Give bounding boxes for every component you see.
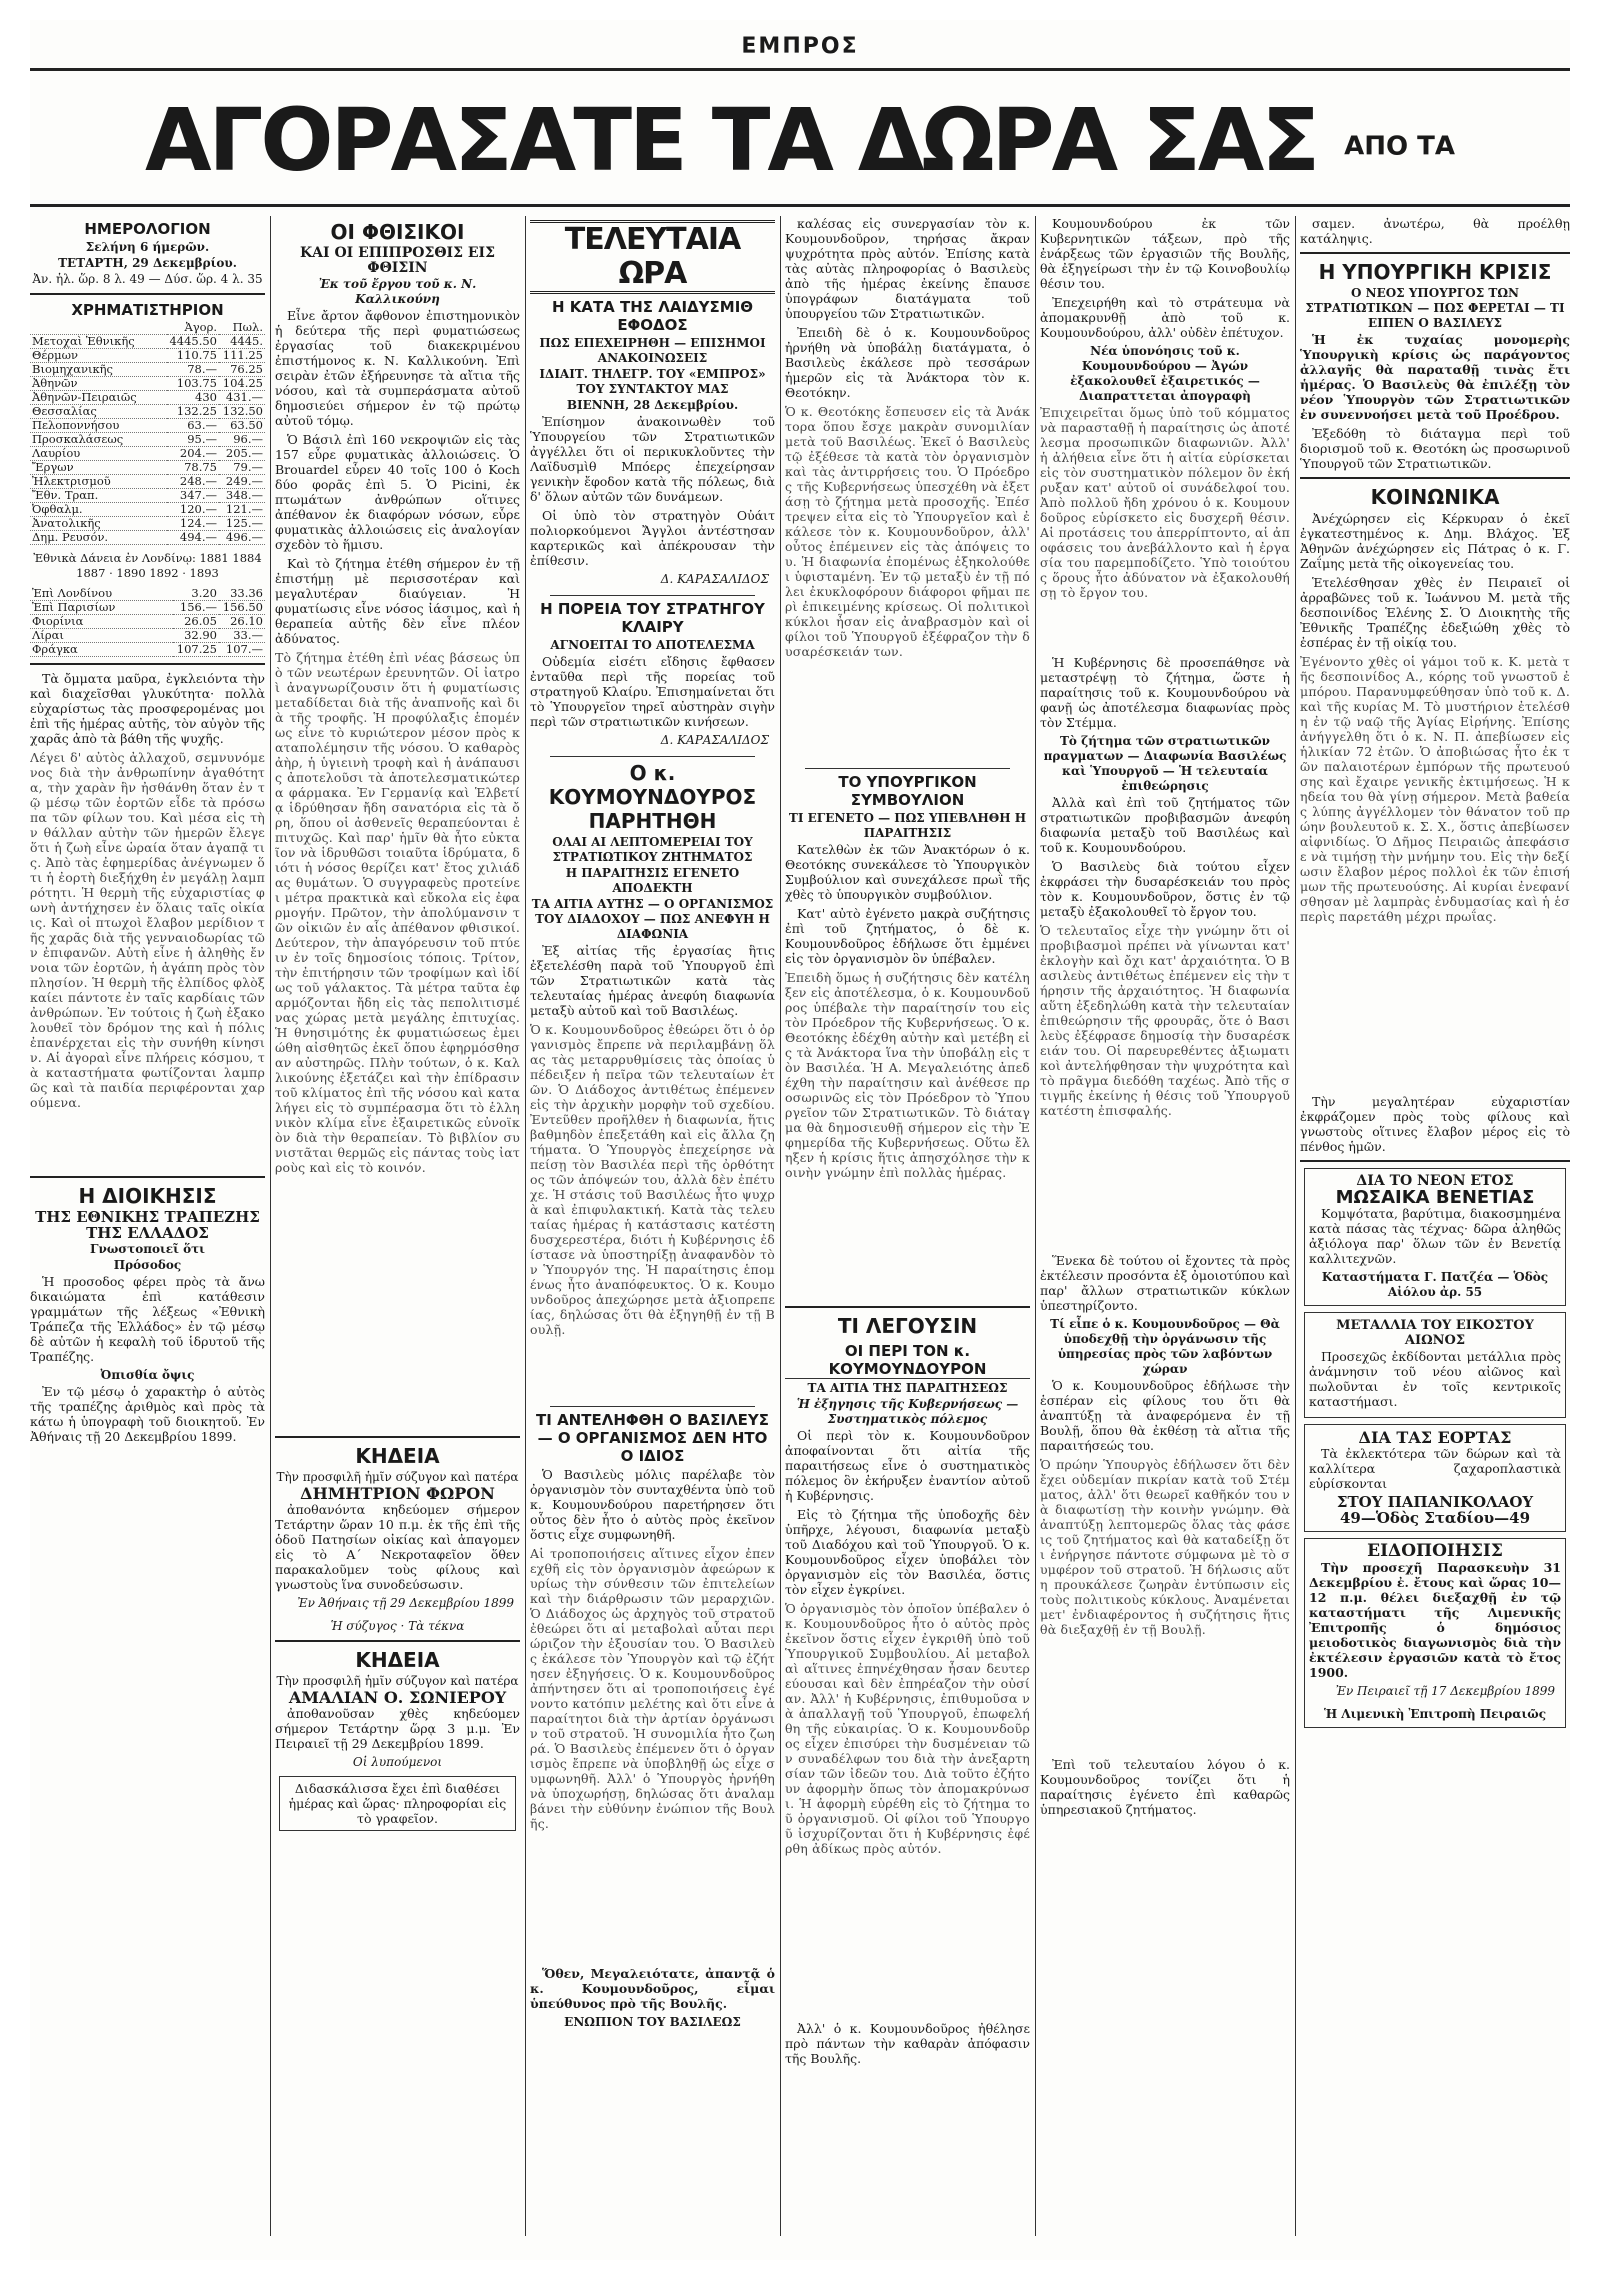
article-filler: Ἐγένοντο χθὲς οἱ γάμοι τοῦ κ. Κ. μετὰ τῆς δεσποινίδος Α., κόρης τοῦ γνωστοῦ ἐμπόρου. Παρανυμφεύθησαν ὑπὸ τοῦ κ. Δ. καὶ τῆς κυρίας Μ. Τὸ μυστήριον ἐτελέσθη ἐν τῷ ναῷ τῆς Ἁγίας Εἰρήνης. Ἐπίσης ἀνήγγελθη ὅτι ὁ κ. Ν. Π. ἀπεβίωσεν εἰς ἡλικίαν 72 ἐτῶν. Ὁ ἀποβιώσας ἦτο ἐκ τῶν παλαιοτέρων ἐμπόρων τῆς πρωτευούσης καὶ ἔχαιρε γενικῆς ἐκτιμήσεως. Ἡ κηδεία του θὰ γίνῃ σήμερον. Μετὰ βαθείας λύπης ἀγγέλλομεν τὸν θάνατον τοῦ πρώην βουλευτοῦ κ. Σ. Χ., ὅστις ἀπεβίωσεν αἰφνιδίως. Ὁ Δῆμος Πειραιῶς ἀπεφάσισε νὰ τιμήσῃ τὴν μνήμην του. Εἰς τὴν δεξίωσιν ἔλαβον μέρος πολλοὶ ἐκ τῶν ἐπισήμων τῆς πρωτευούσης. Αἱ κυρίαι ἐνεφανίσθησαν μὲ λαμπρὰς ἐνδυμασίας καὶ ἡ ἑσπερὶς παρετάθη μέχρι πρωΐας. (1300, 654, 1570, 924)
article-text: Ἐξ αἰτίας τῆς ἐργασίας ἣτις ἐξετελέσθη παρὰ τοῦ Ὑπουργοῦ ἐπὶ τῶν Στρατιωτικῶν κατὰ τὰς τελευταίας ἡμέρας ἀνεφύη διαφωνία μεταξὺ αὐτοῦ καὶ τοῦ Βασιλέως. (530, 943, 775, 1018)
divider (1300, 252, 1570, 254)
divider (550, 595, 755, 596)
divider (275, 1640, 520, 1642)
market-name: Πελοποννήσου (30, 419, 167, 433)
article-filler: Αἱ τροποποιήσεις αἵτινες εἶχον ἐπενεχθῆ εἰς τὸν ὀργανισμὸν ἀφεώρων κυρίως τὴν σύνθεσιν τῶν ἐπιτελείων καὶ τὴν διάρθρωσιν τῶν μεραρχιῶν. Ὁ Διάδοχος ὡς ἀρχηγὸς τοῦ στρατοῦ ἐθεώρει ὅτι αἱ μεταβολαὶ αὗται περιώριζον τὴν ἐξουσίαν του. Ὁ Βασιλεὺς ἐκάλεσε τὸν Ὑπουργὸν καὶ τῷ ἐζήτησεν ἐξηγήσεις. Ὁ κ. Κουμουνδοῦρος ἀπήντησεν ὅτι αἱ τροποποιήσεις ἐγένοντο κατόπιν μελέτης καὶ ὅτι εἶνε ἀπαραίτητοι διὰ τὴν ἀρτίαν ὀργάνωσιν τοῦ στρατοῦ. Ἡ συνομιλία ἦτο ζωηρά. Ὁ Βασιλεὺς ἐπέμενεν ὅτι ὁ ὀργανισμὸς ἔπρεπε νὰ ὑποβληθῇ ὡς εἶχε συμφωνηθῆ. Ἀλλ' ὁ Ὑπουργὸς ἠρνήθη νὰ ὑποχωρήσῃ, δηλώσας ὅτι ἀναλαμβάνει τὴν εὐθύνην ἐνώπιον τῆς Βουλῆς. (530, 1546, 775, 1831)
divider (30, 293, 265, 295)
column-separator (525, 216, 526, 2236)
column-3 (530, 216, 775, 2236)
market-row (30, 447, 265, 461)
market-name: Ἀθηνῶν (30, 377, 167, 391)
article-subheading: Νέα ὑπονόησις τοῦ κ. Κουμουνδούρου — Ἀγών ἐξακολουθεῖ ἐξαιρετικός — Διαπραττεται ἀπογραφὴ (1070, 344, 1260, 403)
column-separator (270, 216, 271, 2236)
column-1 (30, 216, 265, 2236)
article-text: Ὁ Βάσιλ ἐπὶ 160 νεκροψιῶν εἰς τὰς 157 εὗρε φυματικὰς ἀλλοιώσεις. Ὁ Brouardel εὗρεν 40 τοῖς 100 ὁ Koch δύο φορᾶς ἐπὶ 5. Ὁ Picini, ἐκ πτωμάτων ἀνθρώπων οἵτινες ἀπέθανον ἐκ διαφόρων νόσων, εὗρε φυματικὰς ἀλλοιώσεις εἰς ἀναλογίαν σχεδὸν τὸ ἥμισυ. (275, 432, 520, 552)
market-row (30, 601, 265, 615)
article-filler: Ὁ πρώην Ὑπουργὸς ἐδήλωσεν ὅτι δὲν ἔχει οὐδεμίαν πικρίαν κατὰ τοῦ Στέμματος, ἀλλ' ὅτι θεωρεῖ καθῆκόν του νὰ διαφωτίσῃ τὴν κοινὴν γνώμην. Θὰ ἀναπτύξῃ λεπτομερῶς ὅλας τὰς φάσεις τοῦ ζητήματος καὶ θὰ καταδείξῃ ὅτι ἐνήργησε πάντοτε σύμφωνα μὲ τὸ συμφέρον τοῦ στρατοῦ. Ἡ δήλωσις αὕτη προυκάλεσε ζωηρὰν ἐντύπωσιν εἰς τοὺς πολιτικοὺς κύκλους. Ἀναμένεται μετ' ἐνδιαφέροντος ἡ συζήτησις ἥτις θὰ διεξαχθῇ ἐν τῇ Βουλῇ. (1040, 1457, 1290, 1637)
article-text: Ὁ κ. Κουμουνδοῦρος ἐδήλωσε τὴν ἑσπέραν εἰς φίλους του ὅτι θὰ ἀναπτύξῃ τὰ ἀναφερόμενα ἐν τῇ Βουλῇ, ὅπου θὰ ἐκθέσῃ τὰ αἴτια τῆς παραιτήσεώς του. (1040, 1378, 1290, 1453)
market-buy: 32.90 (173, 629, 219, 643)
market-row (30, 433, 265, 447)
divider (785, 1306, 1030, 1308)
market-col-buy: Ἀγορ. (167, 321, 219, 335)
column-5 (1040, 216, 1290, 2236)
article-heading: ΤΙ ΛΕΓΟΥΣΙΝ (837, 1314, 978, 1338)
article-text: Ἡ Κυβέρνησις δὲ προσεπάθησε νὰ μεταστρέψῃ τὸ ζήτημα, ὥστε ἡ παραίτησις τοῦ κ. Κουμουνδούρου νὰ φανῇ ὡς ἀποτέλεσμα διαφωνίας πρὸς τὸν Στέμμα. (1040, 655, 1290, 730)
market-row (30, 615, 265, 629)
article-text: Τὴν μεγαλητέραν εὐχαριστίαν ἐκφράζομεν πρὸς τοὺς φίλους καὶ γνωστοὺς οἵτινες ἔλαβον μέρος εἰς τὸ πένθος ἡμῶν. (1300, 1094, 1570, 1154)
bank-notice-sub: Πρόσοδος (113, 1258, 182, 1272)
article-text: Καὶ τὸ ζήτημα ἐτέθη σήμερον ἐν τῇ ἐπιστήμῃ μὲ περισσοτέραν καὶ μεγαλυτέραν διαύγειαν. Ἡ φυματίωσις εἶνε νόσος ἰάσιμος, καὶ ἡ θεραπεία αὐτῆς δὲν εἶνε πλέον ἀδύνατος. (275, 556, 520, 646)
article-text: Ὁ Βασιλεὺς διὰ τούτου εἶχεν ἐκφράσει τὴν δυσαρέσκειάν του πρὸς τὸν κ. Κουμουνδοῦρον, ὅστις ἐν τῷ μεταξὺ ἐξακολουθεῖ τὸ ἔργον του. (1040, 859, 1290, 919)
article-subheading: Τί εἶπε ὁ κ. Κουμουνδοῦρος — Θὰ ὑποδεχθῇ τὴν ὀργάνωσιν τῆς ὑπηρεσίας πρὸς τῶν λαβόντων χώραν (1050, 1317, 1280, 1376)
column-separator (780, 216, 781, 2236)
market-name: Λαυρίου (30, 447, 167, 461)
article-filler: Λέγει δ' αὐτὸς ἀλλαχοῦ, σεμνυνόμενος διὰ τὴν ἀνθρωπίνην ἀγαθότητα, τὴν χαρὰν ἣν ἠσθάνθη ὅταν ἐν τῷ μέσῳ τῶν ἐορτῶν εἶδε τὰ πρόσωπα τῶν φίλων του. Καὶ μέσα εἰς τὴν θάλλαν αὐτὴν τῶν ἡμερῶν ἔλεγε ὅτι ἡ ζωὴ εἶνε ὡραία ὅταν ἀγαπᾷ τις. Ἀπὸ τὰς ἐφημερίδας ἀνέγνωμεν ὅτι ἡ ἐορτὴ διεξήχθη ἐν μεγάλῃ λαμπρότητι. Ἡ θερμὴ τῆς εὐχαριστίας φωνὴ ἀντήχησεν ἐν ὅλαις ταῖς οἰκίαις. Καὶ οἱ πτωχοὶ ἔλαβον μερίδιον τῆς χαρᾶς διὰ τῆς γενναιοδωρίας τῶν ἐπιφανῶν. Αὐτὴ εἶνε ἡ ἀληθὴς ἔννοια τῶν ἐορτῶν, ἡ ἀγάπη πρὸς τὸν πλησίον. Ἡ θερμὴ τῆς ἐλπίδος φλὸξ καίει πάντοτε ἐν ταῖς καρδίαις τῶν ἀνθρώπων. Ἐν τούτοις ἡ ζωὴ ἐξακολουθεῖ τὸν δρόμον της καὶ ἡ πόλις ἐπανέρχεται εἰς τὴν συνήθη κίνησιν. Αἱ ἀγοραὶ εἶνε πλήρεις κόσμου, τὰ καταστήματα φωτίζονται λαμπρῶς καὶ τὰ παιδία περιφέρονται χαρούμενα. (30, 750, 265, 1110)
market-name: Ἔθν. Τραπ. (30, 489, 167, 503)
market-sell: 205.— (219, 447, 265, 461)
article-subheading: Τὸ ζήτημα τῶν στρατιωτικῶν πραγματων — Διαφωνία Βασιλέως καὶ Ὑπουργοῦ — Ἡ τελευταία ἐπιθεώρησις (1043, 734, 1287, 793)
column-4 (785, 216, 1030, 2236)
market-name: Ὀφθαλμ. (30, 503, 167, 517)
column-separator (1035, 216, 1036, 2236)
market-row (30, 489, 265, 503)
advertisement (1304, 1168, 1566, 1306)
ad-heading: ΜΩΣΑΙΚΑ ΒΕΝΕΤΙΑΣ (1335, 1187, 1535, 1208)
market-buy: 120.— (167, 503, 219, 517)
advertisement (1304, 1312, 1566, 1418)
ad-heading: ΔΙΑ ΤΑΣ ΕΟΡΤΑΣ (1358, 1428, 1512, 1447)
banner-connector-text: ΑΠΟ ΤΑ (1344, 131, 1455, 162)
market-name: Προσκαλάσεως (30, 433, 167, 447)
bank-notice-sub: ΤΗΣ ΕΛΛΑΔΟΣ (86, 1224, 209, 1242)
bank-notice-sub: Γνωστοποιεῖ ὅτι (90, 1242, 205, 1256)
article-text: Ἀνέχώρησεν εἰς Κέρκυραν ὁ ἐκεῖ ἐγκατεστημένος κ. Δημ. Βλάχος. Ἐξ Ἀθηνῶν ἀνέχώρησεν εἰς Πάτρας ὁ κ. Γ. Ζαΐμης μετὰ τῆς οἰκογενείας του. (1300, 511, 1570, 571)
article-filler: Ὁ κ. Κουμουνδοῦρος ἐθεώρει ὅτι ὁ ὀργανισμὸς ἔπρεπε νὰ περιλαμβάνῃ ὅλας τὰς μεταρρυθμίσεις τὰς ὁποίας ὑπέδειξεν ἡ πεῖρα τῶν τελευταίων ἐτῶν. Ὁ Διάδοχος ἀντιθέτως ἐπέμενεν εἰς τὴν ἀρχικὴν μορφὴν τοῦ σχεδίου. Ἐντεῦθεν προῆλθεν ἡ διαφωνία, ἥτις βαθμηδὸν ἐπεξετάθη καὶ εἰς ἄλλα ζητήματα. Ὁ Ὑπουργὸς ἐπεχείρησε νὰ πείσῃ τὸν Βασιλέα περὶ τῆς ὀρθότητος τῶν ἀπόψεών του, ἀλλὰ δὲν ἐπέτυχε. Ἡ στάσις τοῦ Βασιλέως ἦτο ψυχρὰ καὶ ἐπιφυλακτική. Κατὰ τὰς τελευταίας ἡμέρας ἡ κατάστασις κατέστη δυσχερεστέρα, διότι ἡ Κυβέρνησις ἐδίστασε νὰ ὑποστηρίξῃ ἀναφανδὸν τὸν Ὑπουργόν της. Ἡ παραίτησις ἑπομένως ἦτο ἀναπόφευκτος. Ὁ κ. Κουμουνδοῦρος ἀπεχώρησε μετὰ ἀξιοπρεπείας, δηλώσας ὅτι θὰ ἐξηγηθῇ ἐν τῇ Βουλῇ. (530, 1022, 775, 1337)
article-text: Ἡ ἐκ τυχαίας μονομερὴς Ὑπουργικὴ κρίσις ὡς παράγοντος ἀλλαγῆς θὰ παραταθῇ τινὰς ἔτι ἡμέρας. Ὁ Βασιλεὺς θὰ ἐπιλέξῃ τὸν νέον Ὑπουργὸν τῶν Στρατιωτικῶν ἐν συνεννοήσει μετὰ τοῦ Προέδρου. (1300, 332, 1570, 422)
ad-text: Τὴν προσεχῆ Παρασκευὴν 31 Δεκεμβρίου ἐ. ἔτους καὶ ὥρας 10—12 π.μ. θέλει διεξαχθῇ ἐν τῷ καταστήματι τῆς Λιμενικῆς Ἐπιτροπῆς ὁ δημόσιος μειοδοτικὸς διαγωνισμὸς διὰ τὴν ἐκτέλεσιν ἐργασιῶν κατὰ τὸ ἔτος 1900. (1309, 1560, 1561, 1680)
article-text: Οἱ ὑπὸ τὸν στρατηγὸν Οὐάιτ πολιορκούμενοι Ἄγγλοι ἀντέστησαν καρτερικῶς καὶ ἀπέκρουσαν τὴν ἐπίθεσιν. (530, 508, 775, 568)
ad-text: Κομψότατα, βαρύτιμα, διακοσμημένα κατὰ πάσας τὰς τέχνας· δῶρα ἀληθῶς ἀξιόλογα παρ' ὅλων τῶν ἐν Βενετίᾳ καλλιτεχνῶν. (1309, 1206, 1561, 1266)
market-buy: 110.75 (167, 349, 219, 363)
market-sell: 125.— (219, 517, 265, 531)
divider (805, 768, 1010, 769)
market-name: Μετοχαὶ Ἐθνικῆς (30, 335, 167, 349)
article-text: Ὁ Βασιλεὺς μόλις παρέλαβε τὸν ὀργανισμὸν τὸν συνταχθέντα ὑπὸ τοῦ κ. Κουμουνδούρου παρετήρησεν ὅτι οὗτος δὲν ἦτο ὁ αὐτὸς πρὸς ἐκεῖνον ὅστις εἶχε συμφωνηθῆ. (530, 1467, 775, 1542)
market-sell: 76.25 (219, 363, 265, 377)
market-sell: 96.— (219, 433, 265, 447)
article-heading: ΟΙ ΦΘΙΣΙΚΟΙ (330, 220, 465, 244)
market-sell: 4445. (219, 335, 265, 349)
article-subheading: Η ΠΑΡΑΙΤΗΣΙΣ ΕΓΕΝΕΤΟ ΑΠΟΔΕΚΤΗ (565, 866, 740, 895)
funeral-heading: ΚΗΔΕΙΑ (355, 1444, 440, 1468)
article-subheading: ΙΔΙΑΙΤ. ΤΗΛΕΓΡ. ΤΟΥ «ΕΜΠΡΟΣ» ΤΟΥ ΣΥΝΤΑΚΤΟΥ ΜΑΣ (539, 367, 766, 396)
market-buy: 248.— (167, 475, 219, 489)
market-name: Φιορίνια (30, 615, 173, 629)
divider (30, 1176, 265, 1178)
banner-left-text: ΑΓΟΡΑΣΑΤΕ ΤΑ ΔΩΡΑ ΣΑΣ (145, 91, 1318, 191)
advertisement-banner (30, 86, 1570, 196)
market-sell: 63.50 (219, 419, 265, 433)
article-text: Ἑτελέσθησαν χθὲς ἐν Πειραιεῖ οἱ ἀρραβῶνες τοῦ κ. Ἰωάννου Μ. μετὰ τῆς δεσποινίδος Ἑλένης Σ. Ὁ Διοικητὴς τῆς Ἐθνικῆς Τραπέζης ἐδεξιώθη χθὲς τὸ ἐσπέρας ἐν τῇ οἰκίᾳ του. (1300, 575, 1570, 650)
market-sell: 107.— (219, 643, 265, 657)
article-text: Ἀλλὰ καὶ ἐπὶ τοῦ ζητήματος τῶν στρατιωτικῶν προβιβασμῶν ἀνεφύη διαφωνία μεταξὺ τοῦ Βασιλέως καὶ τοῦ κ. Κουμουνδούρου. (1040, 795, 1290, 855)
ad-address: 49—Ὁδὸς Σταδίου—49 (1339, 1509, 1531, 1527)
market-name: Ἐπὶ Λονδίνου (30, 587, 173, 601)
market-buy: 78.— (167, 363, 219, 377)
article-signature: Δ. ΚΑΡΑΣΑΛΙΔΟΣ (660, 572, 769, 586)
article-subheading: ΤΑ ΑΙΤΙΑ ΑΥΤΗΣ — Ο ΟΡΓΑΝΙΣΜΟΣ ΤΟΥ ΔΙΑΔΟΧΟΥ — ΠΩΣ ΑΝΕΦΥΗ Η ΔΙΑΦΩΝΙΑ (531, 897, 774, 941)
article-text: Κουμουνδούρου ἐκ τῶν Κυβερνητικῶν τάξεων, πρὸ τῆς ἐνάρξεως τῶν ἐργασιῶν τῆς Βουλῆς, θὰ ἐξηγείρωσι τὴν ἐν τῷ Κοινοβουλίῳ θέσιν του. (1040, 216, 1290, 291)
funeral-intro: Τὴν προσφιλῆ ἡμῖν σύζυγον καὶ πατέρα (276, 1470, 519, 1484)
market-buy: 132.25 (167, 405, 219, 419)
market-header-row (30, 321, 265, 335)
article-filler: Ἐπιχειρεῖται ὅμως ὑπὸ τοῦ κόμματος νὰ παρασταθῇ ἡ παραίτησις ὡς ἀποτέλεσμα προσωπικῶν διαφωνιῶν. Ἀλλ' ἡ ἀλήθεια εἶνε ὅτι ἡ αἰτία εὑρίσκεται εἰς τὸν συστηματικὸν πόλεμον ὃν ἐκήρυξαν κατ' αὐτοῦ οἱ συνάδελφοί του. Ἀπὸ πολλοῦ ἤδη χρόνου ὁ κ. Κουμουνδοῦρος εὑρίσκετο εἰς δυσχερῆ θέσιν. Αἱ προτάσεις του ἀπερρίπτοντο, αἱ ἀποφάσεις του ἀνεβάλλοντο καὶ ἡ ἐργασία του παρεμποδίζετο. Ὑπὸ τοιούτους ὅρους ἦτο ἀδύνατον νὰ ἐξακολουθήσῃ τὸ ἔργον του. (1040, 405, 1290, 600)
article-text: Ἐξεδόθη τὸ διάταγμα περὶ τοῦ διορισμοῦ τοῦ κ. Θεοτόκη ὡς προσωρινοῦ Ὑπουργοῦ τῶν Στρατιωτικῶν. (1300, 426, 1570, 471)
article-heading: Η ΥΠΟΥΡΓΙΚΗ ΚΡΙΣΙΣ (1318, 260, 1552, 284)
masthead-title: ΕΜΠΡΟΣ (741, 34, 859, 59)
column-2 (275, 216, 520, 2236)
market-sell: 26.10 (219, 615, 265, 629)
article-heading: Η ΠΟΡΕΙΑ ΤΟΥ ΣΤΡΑΤΗΓΟΥ ΚΛΑΙΡΥ (540, 600, 765, 636)
school-advertisement: Διδασκάλισσα ἔχει ἐπὶ διαθέσει ἡμέρας καὶ ὥρας· πληροφορίαι εἰς τὸ γραφεῖον. (279, 1776, 516, 1831)
advertisement (1304, 1538, 1566, 1728)
article-text: σαμεν. ἀνωτέρω, θὰ προέλθῃ κατάληψις. (1300, 216, 1570, 246)
market-sell: 79.— (219, 461, 265, 475)
divider (550, 1406, 755, 1407)
market-row (30, 587, 265, 601)
market-table (30, 321, 265, 545)
article-filler: Τὸ ζήτημα ἐτέθη ἐπὶ νέας βάσεως ὑπὸ τῶν νεωτέρων ἐρευνητῶν. Οἱ ἰατροὶ ἀναγνωρίζουσιν ὅτι ἡ φυματίωσις μεταδίδεται διὰ τῆς ἀναπνοῆς καὶ διὰ τῆς τροφῆς. Ἡ προφύλαξις ἑπομένως εἶνε τὸ κυριώτερον μέσον πρὸς καταπολέμησιν τῆς νόσου. Ὁ καθαρὸς ἀὴρ, ἡ ὑγιεινὴ τροφὴ καὶ ἡ ἀνάπαυσις ἀποτελοῦσι τὰ ἀποτελεσματικώτερα φάρμακα. Ἐν Γερμανίᾳ καὶ Ἑλβετίᾳ ἱδρύθησαν ἤδη σανατόρια εἰς τὰ ὄρη, ὅπου οἱ ἀσθενεῖς θεραπεύονται ἐπιτυχῶς. Καὶ παρ' ἡμῖν θὰ ἦτο εὐκταῖον νὰ ἱδρυθῶσι τοιαῦτα ἱδρύματα, διότι ἡ νόσος θερίζει κατ' ἔτος χιλιάδας θυμάτων. Ὁ συγγραφεὺς προτείνει μέτρα πρακτικὰ καὶ εὔκολα εἰς ἐφαρμογήν. Πρῶτον, τὴν ἀπολύμανσιν τῶν οἰκιῶν ἐν αἷς ἀπέθανον φθισικοί. Δεύτερον, τὴν ἀπαγόρευσιν τοῦ πτύειν ἐν τοῖς δημοσίοις τόποις. Τρίτον, τὴν ἐπιτήρησιν τῶν τροφίμων καὶ ἰδίως τοῦ γάλακτος. Τὰ μέτρα ταῦτα ἐφαρμόζονται ἤδη εἰς τὰς πεπολιτισμένας χώρας μετὰ μεγάλης ἐπιτυχίας. Ἡ θνησιμότης ἐκ φυματιώσεως ἐμειώθη αἰσθητῶς ἐκεῖ ὅπου ἐφηρμόσθησαν αὐστηρῶς. Πλὴν τούτων, ὁ κ. Καλλικούνης ἐξετάζει καὶ τὴν ἐπίδρασιν τοῦ κλίματος ἐπὶ τῆς νόσου καὶ καταλήγει εἰς τὸ συμπέρασμα ὅτι τὸ ἑλληνικὸν κλίμα εἶνε ἐξαιρετικῶς εὐνοϊκὸν διὰ τὴν θεραπείαν. Τὸ βιβλίον συνιστᾶται θερμῶς εἰς πάντας τοὺς ἰατροὺς καὶ εἰς τὸ κοινόν. (275, 650, 520, 1175)
market-sell: 496.— (219, 531, 265, 545)
market-row (30, 377, 265, 391)
market-row (30, 391, 265, 405)
market-buy: 103.75 (167, 377, 219, 391)
market-row (30, 405, 265, 419)
market-sell: 33.— (219, 629, 265, 643)
article-text: Ἐπίσημον ἀνακοινωθὲν τοῦ Ὑπουργείου τῶν Στρατιωτικῶν ἀγγέλλει ὅτι οἱ περικυκλοῦντες τὴν Λαϊδυσμὶθ Μπόερς ἐπεχείρησαν γενικὴν ἔφοδον κατὰ τῆς πόλεως, διὰ δ' ὅλων αὐτῶν τῶν δυνάμεων. (530, 414, 775, 504)
ad-sign: Ἡ Λιμενικὴ Ἐπιτροπὴ Πειραιῶς (1323, 1707, 1547, 1721)
article-subheading: ΤΙ ΕΓΕΝΕΤΟ — ΠΩΣ ΥΠΕΒΛΗΘΗ Η ΠΑΡΑΙΤΗΣΙΣ (788, 811, 1027, 840)
divider (550, 756, 755, 757)
market-sell: 249.— (219, 475, 265, 489)
market-sell: 132.50 (219, 405, 265, 419)
article-text: Τὰ ὄμματα μαῦρα, ἐγκλειόντα τὴν καὶ διαχεῖσθαι γλυκύτητα· πολλὰ εὐχαρίστως τὰς προσφερομένας μοι ἐπὶ τῆς ἡμέρας αὐτῆς, τὸν αὐγὸν τῆς χαρᾶς ἀπὸ τὰ βάθη τῆς ψυχῆς. (30, 671, 265, 746)
market-row (30, 503, 265, 517)
ad-shop: ΣΤΟΥ ΠΑΠΑΝΙΚΟΛΑΟΥ (1336, 1493, 1534, 1511)
bank-notice-text: Ἐν τῷ μέσῳ ὁ χαρακτὴρ ὁ αὐτὸς τῆς τραπέζης ἀριθμὸς καὶ πρὸς τὰ κάτω ἡ ὑπογραφὴ τοῦ διοικητοῦ. Ἐν Ἀθήναις τῇ 20 Δεκεμβρίου 1899. (30, 1384, 265, 1444)
article-text: Οἱ περὶ τὸν κ. Κουμουνδοῦρον ἀποφαίνονται ὅτι αἰτία τῆς παραιτήσεως εἶνε ὁ συστηματικὸς πόλεμος ὃν ἐκήρυξεν ἐναντίον αὐτοῦ ἡ Κυβέρνησις. (785, 1428, 1030, 1503)
article-heading: ΟΙ ΠΕΡΙ ΤΟΝ κ. ΚΟΥΜΟΥΝΔΟΥΡΟΝ (785, 1342, 1030, 1379)
article-subheading: ΚΑΙ ΟΙ ΕΠΙΠΡΟΣΘΙΣ ΕΙΣ ΦΘΙΣΙΝ (300, 245, 495, 276)
market-sell: 121.— (219, 503, 265, 517)
market-col-sell: Πωλ. (219, 321, 265, 335)
article-text: Ἐπειδὴ δὲ ὁ κ. Κουμουνδοῦρος ἠρνήθη νὰ ὑποβάλῃ διατάγματα, ὁ Βασιλεὺς ἐκάλεσε πρὸ τεσσάρων ἡμερῶν εἰς τὰ Ἀνάκτορα τὸν κ. Θεοτόκην. (785, 325, 1030, 400)
article-text: καλέσας εἰς συνεργασίαν τὸν κ. Κουμουνδοῦρον, τηρήσας ἄκραν ψυχρότητα πρὸς αὐτόν. Ἐπίσης κατὰ τὰς αὐτὰς πληροφορίας ὁ Βασιλεὺς ἀπὸ τῆς ἡμέρας ἐκείνης ἔπαυσε ὑπογράφων διατάγματα τοῦ ὑπουργείου τῶν Στρατιωτικῶν. (785, 216, 1030, 321)
advertisement (1304, 1424, 1566, 1532)
article-subheading: Ο ΝΕΟΣ ΥΠΟΥΡΓΟΣ ΤΩΝ ΣΤΡΑΤΙΩΤΙΚΩΝ — ΠΩΣ ΦΕΡΕΤΑΙ — ΤΙ ΕΙΠΕΝ Ο ΒΑΣΙΛΕΥΣ (1305, 286, 1565, 330)
market-buy: 204.— (167, 447, 219, 461)
article-heading: Η ΚΑΤΑ ΤΗΣ ΛΑΙΔΥΣΜΙΘ ΕΦΟΔΟΣ (551, 298, 754, 334)
ad-text: Προσεχῶς ἐκδίδονται μετάλλια πρὸς ἀνάμνησιν τοῦ νέου αἰῶνος καὶ πωλοῦνται ἐν τοῖς κεντρικοῖς καταστήμασι. (1309, 1349, 1561, 1409)
market-buy: 124.— (167, 517, 219, 531)
funeral-date: Ἐν Ἀθήναις τῇ 29 Δεκεμβρίου 1899 (297, 1596, 514, 1610)
market-buy: 107.25 (173, 643, 219, 657)
market-row (30, 517, 265, 531)
ad-heading: ΔΙΑ ΤΟ ΝΕΟΝ ΕΤΟΣ (1356, 1173, 1514, 1189)
article-subheading: ΑΓΝΟΕΙΤΑΙ ΤΟ ΑΠΟΤΕΛΕΣΜΑ (550, 638, 755, 652)
divider (275, 1436, 520, 1438)
article-filler: Ὁ ὀργανισμὸς τὸν ὁποῖον ὑπέβαλεν ὁ κ. Κουμουνδοῦρος ἦτο ὁ αὐτὸς πρὸς ἐκεῖνον ὅστις εἶχεν ἐγκριθῆ ὑπὸ τοῦ Ὑπουργικοῦ Συμβουλίου. Αἱ μεταβολαὶ αἵτινες ἐπηνέχθησαν ἦσαν δευτερεύουσαι καὶ δὲν ἐπηρέαζον τὴν οὐσίαν. Ἀλλ' ἡ Κυβέρνησις, ἐπιθυμοῦσα νὰ ἀπαλλαγῇ τοῦ Ὑπουργοῦ, ἐπωφελήθη τῆς εὐκαιρίας. Ὁ κ. Κουμουνδοῦρος εἶχεν ἐπισύρει τὴν δυσμένειαν τῶν συναδέλφων του διὰ τὴν ἀνεξαρτησίαν τῶν ἰδεῶν του. Διὰ τοῦτο ἐζήτουν ἀφορμὴν ὅπως τὸν ἀπομακρύνωσι. Ἡ ἀφορμὴ εὑρέθη εἰς τὸ ζήτημα τοῦ ὀργανισμοῦ. Οἱ φίλοι τοῦ Ὑπουργοῦ ἰσχυρίζονται ὅτι ἡ Κυβέρνησις ἐφέρθη ἀδίκως πρὸς αὐτόν. (785, 1601, 1030, 1856)
divider (1300, 477, 1570, 479)
loans-text: Ἐθνικὰ Δάνεια ἐν Λονδίνῳ: 1881 1884 1887 · 1890 1892 · 1893 (33, 551, 262, 580)
market-buy: 156.— (173, 601, 219, 615)
market-name: Θέρμων (30, 349, 167, 363)
newspaper-page (30, 20, 1570, 2260)
article-filler: Ὁ τελευταῖος εἶχε τὴν γνώμην ὅτι οἱ προβιβασμοὶ πρέπει νὰ γίνωνται κατ' ἐκλογὴν καὶ ὄχι κατ' ἀρχαιότητα. Ὁ Βασιλεὺς ἀντιθέτως ἐπέμενεν εἰς τὴν τήρησιν τῆς ἀρχαιότητος. Ἡ διαφωνία αὕτη ἐξεδηλώθη κατὰ τὴν τελευταίαν ἐπιθεώρησιν τῆς φρουρᾶς, ὅτε ὁ Βασιλεὺς ἐξέφρασε δημοσίᾳ τὴν δυσαρέσκειάν του. Οἱ παρευρεθέντες ἀξιωματικοὶ ἀντελήφθησαν τὴν ψυχρότητα καὶ τὸ πρᾶγμα διεδόθη ταχέως. Ἀπὸ τῆς στιγμῆς ἐκείνης ἡ θέσις τοῦ Ὑπουργοῦ κατέστη ἐπισφαλής. (1040, 923, 1290, 1118)
divider (1300, 1160, 1570, 1162)
market-sell: 348.— (219, 489, 265, 503)
market-buy: 26.05 (173, 615, 219, 629)
market-row (30, 531, 265, 545)
market-row (30, 475, 265, 489)
article-text: Εἶνε ἄρτον ἄφθονον ἐπιστημονικὸν ἡ δεύτερα τῆς περὶ φυματιώσεως ἐργασίας τοῦ διακεκριμένου ἐπιστήμονος κ. Ν. Καλλικούνη. Ἐπὶ σειρὰν ἐτῶν ἐξήρευνησε τὰ αἴτια τῆς νόσου, καὶ τὰ συμπεράσματα αὐτοῦ δημοσιεύει σήμερον ἐν τῷ πρώτῳ αὐτοῦ τόμῳ. (275, 308, 520, 428)
market-name: Ἔργων (30, 461, 167, 475)
market-row (30, 363, 265, 377)
article-text: Ἕνεκα δὲ τούτου οἱ ἔχοντες τὰ πρὸς ἐκτέλεσιν προσόντα ἐξ ὀμοιοτύπου καὶ παρ' ἄλλων στρατιωτικῶν κύκλων ὑπεστηρίζοντο. (1040, 1253, 1290, 1313)
ad-text: Τὰ ἐκλεκτότερα τῶν δώρων καὶ τὰ καλλίτερα ζαχαροπλαστικὰ εὑρίσκονται (1309, 1446, 1561, 1491)
market-sell: 431.— (219, 391, 265, 405)
market-sell: 33.36 (219, 587, 265, 601)
bank-notice-sub: Ὀπισθία ὄψις (100, 1368, 195, 1382)
market-name: Ἐπὶ Παρισίων (30, 601, 173, 615)
ad-shop: Καταστήματα Γ. Πατζέα — Ὁδὸς Αἰόλου ἀρ. 55 (1321, 1270, 1549, 1299)
market-buy: 63.— (167, 419, 219, 433)
bank-notice-text: Ἡ προσοδος φέρει πρὸς τὰ ἄνω δικαιώματα ἐπὶ κατάθεσιν γραμμάτων τῆς λέξεως «Ἐθνικὴ Τράπεζα τῆς Ἑλλάδος» ἐν τῷ μέσῳ δὲ αὐτῶν ἡ κεφαλὴ τοῦ ἱδρυτοῦ τῆς Τραπέζης. (30, 1274, 265, 1364)
funeral-intro: Τὴν προσφιλῆ ἡμῖν σύζυγον καὶ πατέρα (276, 1674, 519, 1688)
bank-notice-heading: Η ΔΙΟΙΚΗΣΙΣ (78, 1184, 217, 1208)
article-footer: ΕΝΩΠΙΟΝ ΤΟΥ ΒΑΣΙΛΕΩΣ (564, 2015, 741, 2029)
article-filler: Ἐπειδὴ ὅμως ἡ συζήτησις δὲν κατέληξεν εἰς ἀποτέλεσμα, ὁ κ. Κουμουνδοῦρος ὑπέβαλε τὴν παραίτησίν του εἰς τὸν Πρόεδρον τῆς Κυβερνήσεως. Ὁ κ. Θεοτόκης ἐδέχθη αὐτὴν καὶ μετέβη εἰς τὰ Ἀνάκτορα ἵνα τὴν ὑποβάλῃ εἰς τὸν Βασιλέα. Ἡ Α. Μεγαλειότης ἀπεδέχθη τὴν παραίτησιν καὶ ἀνέθεσε προσωρινῶς εἰς τὸν Πρόεδρον τὸ Ὑπουργεῖον τῶν Στρατιωτικῶν. Τὸ διάταγμα θὰ δημοσιευθῇ σήμερον εἰς τὴν Ἐφημερίδα τῆς Κυβερνήσεως. Οὕτω ἔληξεν ἡ κρίσις ἥτις ἀπησχόλησε τὴν κοινὴν γνώμην ἐπὶ πολλὰς ἡμέρας. (785, 970, 1030, 1180)
article-text: Ἐπεχειρήθη καὶ τὸ στράτευμα νὰ ἀπομακρυνθῇ ἀπὸ τοῦ κ. Κουμουνδούρου, ἀλλ' οὐδὲν ἐπέτυχον. (1040, 295, 1290, 340)
ad-heading: ΜΕΤΑΛΛΙΑ ΤΟΥ ΕΙΚΟΣΤΟΥ ΑΙΩΝΟΣ (1336, 1318, 1534, 1348)
article-text: Οὐδεμία εἰσέτι εἴδησις ἔφθασεν ἐνταῦθα περὶ τῆς πορείας τοῦ στρατηγοῦ Κλαίρυ. Ἐπισημαίνεται ὅτι τὸ Ὑπουργεῖον τηρεῖ αὐστηρὰν σιγὴν περὶ τῶν στρατιωτικῶν κινήσεων. (530, 654, 775, 729)
market-sell: 156.50 (219, 601, 265, 615)
market-buy: 347.— (167, 489, 219, 503)
article-text: Ἐπὶ τοῦ τελευταίου λόγου ὁ κ. Κουμουνδοῦρος τονίζει ὅτι ἡ παραίτησις ἐγένετο ἐπὶ καθαρῶς ὑπηρεσιακοῦ ζητήματος. (1040, 1757, 1290, 1817)
article-subheading: ΤΑ ΑΙΤΙΑ ΤΗΣ ΠΑΡΑΙΤΗΣΕΩΣ (807, 1381, 1008, 1395)
article-filler: Ὁ κ. Θεοτόκης ἔσπευσεν εἰς τὰ Ἀνάκτορα ὅπου ἔσχε μακρὰν συνομιλίαν μετὰ τοῦ Βασιλέως. Ἐκεῖ ὁ Βασιλεὺς τῷ ἐξέθεσε τὰ κατὰ τὸν ὀργανισμὸν καὶ τὰς ἀντιρρήσεις του. Ὁ Πρόεδρος τῆς Κυβερνήσεως ὑπεσχέθη νὰ ἐξετάσῃ τὸ ζήτημα μετὰ προσοχῆς. Ἐπέστρεψεν εἶτα εἰς τὸ Ὑπουργεῖον καὶ ἐκάλεσε τὸν κ. Κουμουνδοῦρον, ἀλλ' οὗτος ἐπέμεινεν εἰς τὰς ἀπόψεις του. Ἡ διαφωνία ἐπομένως ἐξηκολούθει ὑφισταμένη. Ἐν τῷ μεταξὺ ἐν τῇ πόλει ἐκυκλοφόρουν διάφοροι φῆμαι περὶ ἐπικειμένης κρίσεως. Οἱ πολιτικοὶ κύκλοι ἦσαν εἰς ἀναβρασμὸν καὶ οἱ φίλοι τοῦ Ὑπουργοῦ ἐξέφραζον τὴν δυσαρέσκειάν των. (785, 404, 1030, 659)
article-heading: Ο κ. ΚΟΥΜΟΥΝΔΟΥΡΟΣ ΠΑΡΗΤΗΘΗ (548, 761, 757, 833)
funeral-name: ΑΜΑΛΙΑΝ Ο. ΣΩΝΙΕΡΟΥ (288, 1688, 507, 1707)
funeral-text: ἀποθανόντα κηδεύομεν σήμερον Τετάρτην ὥραν 10 π.μ. ἐκ τῆς ἐπὶ τῆς ὁδοῦ Πατησίων οἰκίας καὶ ἀπαγομεν εἰς τὸ Α΄ Νεκροταφεῖον ὅθεν παρακαλοῦμεν τοὺς φίλους καὶ γνωστοὺς ἵνα συνοδεύσωσιν. (275, 1502, 520, 1592)
section-heading: ΚΟΙΝΩΝΙΚΑ (1370, 485, 1500, 509)
article-dateline: ΒΙΕΝΝΗ, 28 Δεκεμβρίου. (566, 398, 739, 412)
market-sell: 111.25 (219, 349, 265, 363)
calendar-heading: ΗΜΕΡΟΛΟΓΙΟΝ (84, 220, 211, 238)
article-subheading: Ἡ ἐξηγησις τῆς Κυβερνήσεως — Συστηματικὸς πόλεμος (796, 1397, 1019, 1426)
market-row (30, 461, 265, 475)
market-name: Φράγκα (30, 643, 173, 657)
column-separator (1295, 216, 1296, 2236)
calendar-moon: Σελήνη 6 ήμερῶν. (85, 240, 210, 254)
exchange-table (30, 587, 265, 657)
market-buy: 95.— (167, 433, 219, 447)
market-row (30, 643, 265, 657)
market-row (30, 419, 265, 433)
market-buy: 4445.50 (169, 334, 217, 348)
market-name: Θεσσαλίας (30, 405, 167, 419)
article-text: Κατελθὼν ἐκ τῶν Ἀνακτόρων ὁ κ. Θεοτόκης συνεκάλεσε τὸ Ὑπουργικὸν Συμβούλιον καὶ συνεχάλεσε πρωῒ τῆς χθὲς τὸ ὑπουργικὸν συμβούλιον. (785, 842, 1030, 902)
funeral-text: ἀποθανοῦσαν χθὲς κηδεύομεν σήμερον Τετάρτην ὥρᾳ 3 μ.μ. Ἐν Πειραιεῖ τῇ 29 Δεκεμβρίου 1899. (275, 1706, 520, 1751)
market-row (30, 349, 265, 363)
ad-heading: ΕΙΔΟΠΟΙΗΣΙΣ (1367, 1541, 1503, 1561)
market-name: Ἀθηνῶν-Πειραιῶς (30, 391, 167, 405)
section-heading: ΤΕΛΕΥΤΑΙΑ ΩΡΑ (530, 220, 775, 294)
market-buy: 3.20 (173, 587, 219, 601)
calendar-date: ΤΕΤΑΡΤΗ, 29 Δεκεμβρίου. (58, 256, 237, 270)
market-heading: ΧΡΗΜΑΤΙΣΤΗΡΙΟΝ (71, 301, 224, 319)
market-name: Ἀνατολικῆς (30, 517, 167, 531)
divider (30, 663, 265, 665)
banner-rule (30, 204, 1570, 207)
market-name: Δημ. Ρευσόν. (30, 531, 167, 545)
market-name: Λίραι (30, 629, 173, 643)
bank-notice-sub: ΤΗΣ ΕΘΝΙΚΗΣ ΤΡΑΠΕΖΗΣ (35, 1208, 260, 1226)
article-subheading: ΟΛΑΙ ΑΙ ΛΕΠΤΟΜΕΡΕΙΑΙ ΤΟΥ ΣΤΡΑΤΙΩΤΙΚΟΥ ΖΗΤΗΜΑΤΟΣ (552, 835, 753, 864)
funeral-sign: Ἡ σύζυγος · Τὰ τέκνα (330, 1619, 465, 1633)
market-buy: 78.75 (167, 461, 219, 475)
column-6 (1300, 216, 1570, 2236)
article-text: Κατ' αὐτὸ ἐγένετο μακρὰ συζήτησις ἐπὶ τοῦ ζητήματος, ὁ δὲ κ. Κουμουνδοῦρος ἐδήλωσε ὅτι ἐμμένει εἰς τὸν ὀργανισμὸν ὃν ὑπέβαλεν. (785, 906, 1030, 966)
article-heading: ΤΟ ΥΠΟΥΡΓΙΚΟΝ ΣΥΜΒΟΥΛΙΟΝ (838, 773, 977, 809)
article-heading: ΤΙ ΑΝΤΕΛΗΦΘΗ Ο ΒΑΣΙΛΕΥΣ — Ο ΟΡΓΑΝΙΣΜΟΣ ΔΕΝ ΗΤΟ Ο ΙΔΙΟΣ (536, 1411, 769, 1465)
funeral-name: ΔΗΜΗΤΡΙΟΝ ΦΩΡΟΝ (300, 1484, 495, 1503)
market-buy: 430 (167, 391, 219, 405)
funeral-sign: Οἱ λυπούμενοι (352, 1755, 443, 1769)
article-text: Ἀλλ' ὁ κ. Κουμουνδοῦρος ἠθέλησε πρὸ πάντων τὴν καθαρὰν ἀπόφασιν τῆς Βουλῆς. (785, 2021, 1030, 2066)
masthead-rule (30, 68, 1570, 71)
funeral-heading: ΚΗΔΕΙΑ (355, 1648, 440, 1672)
article-subheading: ΠΩΣ ΕΠΕΧΕΙΡΗΘΗ — ΕΠΙΣΗΜΟΙ ΑΝΑΚΟΙΝΩΣΕΙΣ (539, 336, 766, 365)
market-name: Βιομηχανικῆς (30, 363, 167, 377)
market-row (30, 335, 265, 349)
market-row (30, 629, 265, 643)
calendar-sun: Ἀν. ἡλ. ὥρ. 8 λ. 49 — Δύσ. ὥρ. 4 λ. 35 (32, 272, 263, 286)
market-name: Ἠλεκτρισμοῦ (30, 475, 167, 489)
ad-date: Ἐν Πειραιεῖ τῇ 17 Δεκεμβρίου 1899 (1335, 1684, 1555, 1698)
market-buy: 494.— (167, 531, 219, 545)
article-signature: Δ. ΚΑΡΑΣΑΛΙΔΟΣ (660, 733, 769, 747)
article-byline: Ἐκ τοῦ ἔργου τοῦ κ. Ν. Καλλικούνη (318, 277, 477, 306)
market-sell: 104.25 (219, 377, 265, 391)
article-text: Ὅθεν, Μεγαλειότατε, ἀπαντᾷ ὁ κ. Κουμουνδοῦρος, εἶμαι ὑπεύθυνος πρὸ τῆς Βουλῆς. (530, 1966, 775, 2011)
article-text: Εἰς τὸ ζήτημα τῆς ὑποδοχῆς δὲν ὑπῆρχε, λέγουσι, διαφωνία μεταξὺ τοῦ Διαδόχου καὶ τοῦ Ὑπουργοῦ. Ὁ κ. Κουμουνδοῦρος εἶχεν ὑποβάλει τὸν ὀργανισμὸν εἰς τὸν Βασιλέα, ὅστις τὸν εἶχεν ἐγκρίνει. (785, 1507, 1030, 1597)
